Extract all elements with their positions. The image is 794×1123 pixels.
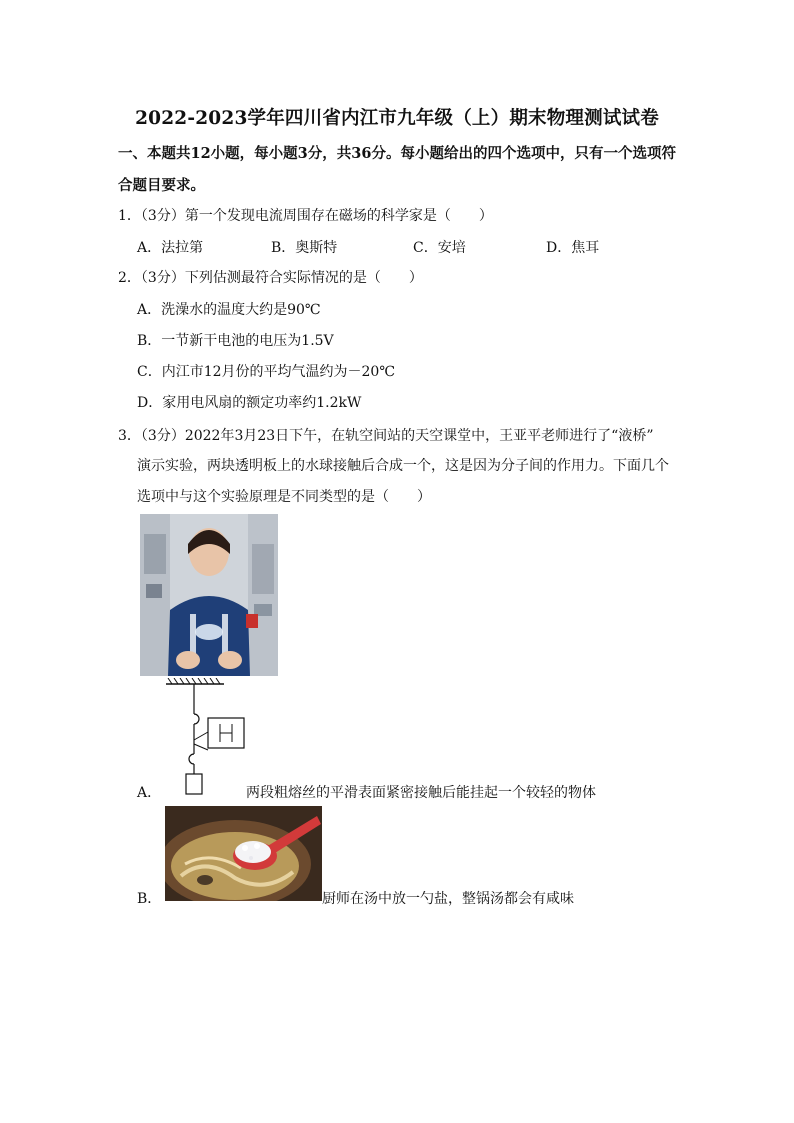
question-1-option-a: A．法拉第 [137, 240, 204, 256]
question-3-stem-line1: 3．（3分）2022年3月23日下午，在轨空间站的天空课堂中，王亚平老师进行了“液桥” [118, 428, 654, 444]
question-2-option-d: D．家用电风扇的额定功率约1.2kW [137, 395, 362, 411]
question-2-stem: 2．（3分）下列估测最符合实际情况的是（ ） [118, 270, 423, 286]
fuse-wire-diagram [160, 678, 250, 796]
question-1-option-b: B．奥斯特 [271, 240, 338, 256]
question-3-stem-line3: 选项中与这个实验原理是不同类型的是（ ） [137, 489, 431, 505]
liquid-bridge-photo [140, 514, 278, 676]
question-3-option-a-label: A． [137, 785, 162, 801]
question-1-options [137, 237, 697, 257]
question-1-option-c: C．安培 [413, 240, 466, 256]
section-heading-line2: 合题目要求。 [118, 177, 205, 194]
question-3-option-b-text: 厨师在汤中放一勺盐，整锅汤都会有咸味 [322, 891, 574, 907]
question-3-option-a-text: 两段粗熔丝的平滑表面紧密接触后能挂起一个较轻的物体 [246, 785, 596, 801]
question-3-stem-line2: 演示实验，两块透明板上的水球接触后合成一个，这是因为分子间的作用力。下面几个 [137, 458, 669, 474]
question-2-option-a: A．洗澡水的温度大约是90℃ [137, 302, 321, 318]
section-heading-line1: 一、本题共12小题，每小题3分，共36分。每小题给出的四个选项中，只有一个选项符 [118, 145, 676, 162]
question-2-option-c: C．内江市12月份的平均气温约为－20℃ [137, 364, 396, 380]
question-3-option-b-label: B． [137, 891, 162, 907]
soup-salt-photo [165, 806, 322, 901]
question-1-option-d: D．焦耳 [546, 240, 600, 256]
page-title: 2022-2023学年四川省内江市九年级（上）期末物理测试试卷 [135, 108, 659, 129]
question-2-option-b: B．一节新干电池的电压为1.5V [137, 333, 334, 349]
question-1-stem: 1．（3分）第一个发现电流周围存在磁场的科学家是（ ） [118, 208, 493, 224]
